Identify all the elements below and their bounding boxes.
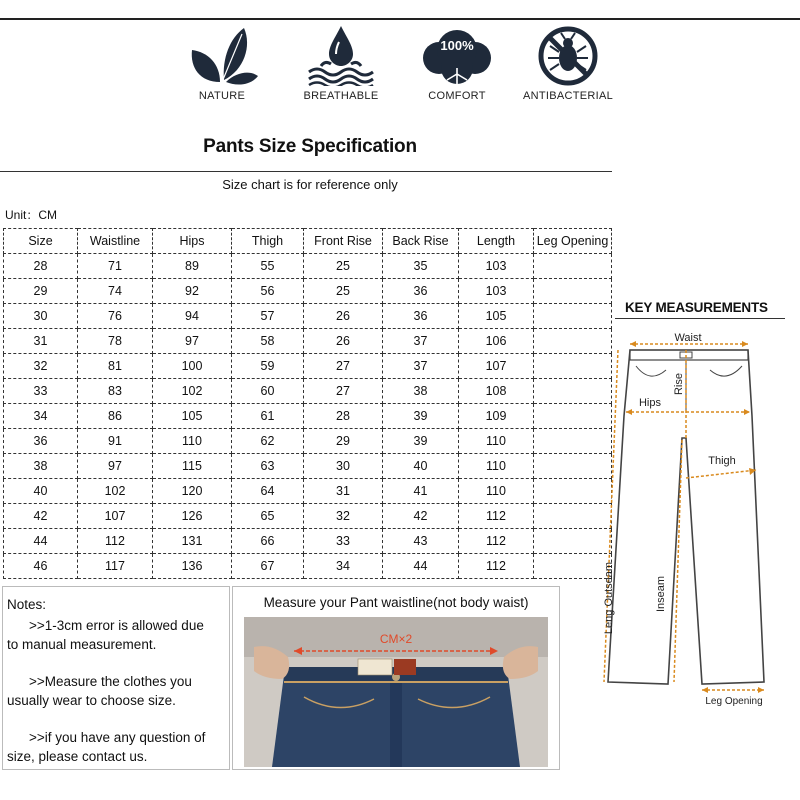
no-bug-icon	[528, 24, 608, 86]
cell-thigh: 56	[232, 279, 304, 304]
cell-length: 108	[459, 379, 534, 404]
cell-thigh: 60	[232, 379, 304, 404]
cell-hips: 105	[153, 404, 232, 429]
cell-back-rise: 39	[383, 429, 459, 454]
table-row	[4, 479, 612, 504]
cell-front-rise: 34	[304, 554, 383, 579]
table-row	[4, 529, 612, 554]
cell-size: 28	[4, 254, 78, 279]
cell-waistline: 78	[78, 329, 153, 354]
note-rest: size, please contact us.	[7, 749, 148, 764]
subtitle: Size chart is for reference only	[222, 177, 398, 192]
measure-box	[232, 586, 560, 770]
cell-waistline: 91	[78, 429, 153, 454]
cell-hips: 92	[153, 279, 232, 304]
header-front-rise: Front Rise	[304, 229, 383, 254]
cell-hips: 102	[153, 379, 232, 404]
cell-front-rise: 26	[304, 304, 383, 329]
notes-box	[2, 586, 230, 770]
feature-comfort	[402, 24, 512, 102]
cell-length: 105	[459, 304, 534, 329]
size-table	[3, 228, 612, 579]
header-leg-opening: Leg Opening	[534, 229, 612, 254]
cotton-icon	[417, 24, 497, 86]
label-inseam: Inseam	[655, 575, 667, 613]
cell-hips: 136	[153, 554, 232, 579]
cell-thigh: 65	[232, 504, 304, 529]
cell-length: 109	[459, 404, 534, 429]
cell-size: 29	[4, 279, 78, 304]
table-row	[4, 254, 612, 279]
cell-length: 112	[459, 504, 534, 529]
note-lead: >>Measure the clothes you	[29, 674, 192, 689]
cell-leg-opening	[534, 279, 612, 304]
header-length: Length	[459, 229, 534, 254]
table-row	[4, 554, 612, 579]
table-body	[4, 254, 612, 579]
cell-length: 103	[459, 254, 534, 279]
cell-size: 30	[4, 304, 78, 329]
cell-size: 34	[4, 404, 78, 429]
cell-length: 112	[459, 554, 534, 579]
cell-waistline: 117	[78, 554, 153, 579]
header-back-rise: Back Rise	[383, 229, 459, 254]
title-rule	[0, 171, 612, 172]
table-row	[4, 329, 612, 354]
page-title: Pants Size Specification	[203, 136, 417, 157]
cell-front-rise: 26	[304, 329, 383, 354]
cell-back-rise: 37	[383, 354, 459, 379]
cell-back-rise: 35	[383, 254, 459, 279]
feature-label: COMFORT	[428, 90, 486, 102]
cell-back-rise: 41	[383, 479, 459, 504]
cell-waistline: 112	[78, 529, 153, 554]
cell-waistline: 83	[78, 379, 153, 404]
header-size: Size	[4, 229, 78, 254]
cell-thigh: 55	[232, 254, 304, 279]
cell-back-rise: 44	[383, 554, 459, 579]
cell-back-rise: 36	[383, 304, 459, 329]
table-row	[4, 354, 612, 379]
cell-waistline: 107	[78, 504, 153, 529]
cell-size: 42	[4, 504, 78, 529]
notes-heading: Notes:	[7, 597, 47, 612]
note-item	[7, 728, 225, 766]
cell-hips: 126	[153, 504, 232, 529]
cell-front-rise: 25	[304, 254, 383, 279]
cell-length: 110	[459, 479, 534, 504]
cell-size: 38	[4, 454, 78, 479]
cell-thigh: 67	[232, 554, 304, 579]
feature-label: NATURE	[198, 90, 246, 102]
table-row	[4, 279, 612, 304]
table-row	[4, 504, 612, 529]
cell-back-rise: 38	[383, 379, 459, 404]
note-item	[7, 616, 225, 654]
cell-size: 31	[4, 329, 78, 354]
cell-size: 44	[4, 529, 78, 554]
cell-front-rise: 30	[304, 454, 383, 479]
pants-diagram	[590, 322, 795, 712]
top-rule	[0, 18, 800, 20]
header-waistline: Waistline	[78, 229, 153, 254]
cell-hips: 89	[153, 254, 232, 279]
table-row	[4, 429, 612, 454]
cell-back-rise: 37	[383, 329, 459, 354]
cell-leg-opening	[534, 254, 612, 279]
key-measurements-title: KEY MEASUREMENTS	[625, 300, 768, 315]
cell-hips: 100	[153, 354, 232, 379]
label-leg-opening: Leg Opening	[705, 696, 763, 707]
cell-hips: 94	[153, 304, 232, 329]
cm-x2-annotation: CM×2	[379, 632, 413, 646]
note-rest: to manual measurement.	[7, 637, 157, 652]
table-header-row	[4, 229, 612, 254]
cell-thigh: 64	[232, 479, 304, 504]
cell-length: 110	[459, 454, 534, 479]
cell-thigh: 66	[232, 529, 304, 554]
label-outseam: Leng Outseam	[603, 561, 615, 635]
cell-length: 107	[459, 354, 534, 379]
cell-front-rise: 28	[304, 404, 383, 429]
cell-front-rise: 33	[304, 529, 383, 554]
cell-thigh: 62	[232, 429, 304, 454]
cell-length: 110	[459, 429, 534, 454]
measure-title: Measure your Pant waistline(not body waist)	[263, 595, 529, 610]
water-drop-icon	[301, 24, 381, 86]
cell-thigh: 59	[232, 354, 304, 379]
cell-front-rise: 32	[304, 504, 383, 529]
cell-front-rise: 31	[304, 479, 383, 504]
feature-breathable	[286, 24, 396, 102]
cell-length: 112	[459, 529, 534, 554]
cell-back-rise: 42	[383, 504, 459, 529]
key-measurements-rule	[615, 318, 785, 319]
cell-hips: 110	[153, 429, 232, 454]
header-hips: Hips	[153, 229, 232, 254]
label-rise: Rise	[673, 372, 685, 396]
cell-front-rise: 29	[304, 429, 383, 454]
label-thigh: Thigh	[708, 455, 736, 467]
cell-hips: 131	[153, 529, 232, 554]
cell-thigh: 63	[232, 454, 304, 479]
cell-size: 32	[4, 354, 78, 379]
label-waist: Waist	[674, 332, 702, 344]
feature-antibacterial	[513, 24, 623, 102]
table-row	[4, 379, 612, 404]
cell-waistline: 86	[78, 404, 153, 429]
note-lead: >>if you have any question of	[29, 730, 206, 745]
feature-label: ANTIBACTERIAL	[522, 90, 614, 102]
table-row	[4, 304, 612, 329]
note-lead: >>1-3cm error is allowed due	[29, 618, 204, 633]
cell-back-rise: 39	[383, 404, 459, 429]
cell-back-rise: 43	[383, 529, 459, 554]
comfort-badge: 100%	[440, 38, 474, 53]
cell-hips: 115	[153, 454, 232, 479]
cell-length: 106	[459, 329, 534, 354]
feature-nature	[167, 24, 277, 102]
cell-size: 36	[4, 429, 78, 454]
cell-waistline: 81	[78, 354, 153, 379]
cell-size: 46	[4, 554, 78, 579]
cell-back-rise: 40	[383, 454, 459, 479]
cell-thigh: 61	[232, 404, 304, 429]
header-thigh: Thigh	[232, 229, 304, 254]
cell-hips: 97	[153, 329, 232, 354]
label-hips: Hips	[638, 397, 662, 409]
cell-thigh: 57	[232, 304, 304, 329]
note-rest: usually wear to choose size.	[7, 693, 176, 708]
jeans-photo	[244, 617, 548, 767]
cell-waistline: 76	[78, 304, 153, 329]
cell-hips: 120	[153, 479, 232, 504]
cell-waistline: 97	[78, 454, 153, 479]
cell-size: 33	[4, 379, 78, 404]
unit-label: Unit：CM	[5, 208, 58, 222]
cell-back-rise: 36	[383, 279, 459, 304]
cell-front-rise: 27	[304, 354, 383, 379]
cell-thigh: 58	[232, 329, 304, 354]
note-item	[7, 672, 225, 710]
cell-waistline: 71	[78, 254, 153, 279]
cell-waistline: 102	[78, 479, 153, 504]
leaves-icon	[182, 24, 262, 86]
cell-waistline: 74	[78, 279, 153, 304]
cell-front-rise: 27	[304, 379, 383, 404]
table-row	[4, 454, 612, 479]
table-row	[4, 404, 612, 429]
feature-label: BREATHABLE	[303, 90, 379, 102]
cell-size: 40	[4, 479, 78, 504]
cell-length: 103	[459, 279, 534, 304]
cell-front-rise: 25	[304, 279, 383, 304]
